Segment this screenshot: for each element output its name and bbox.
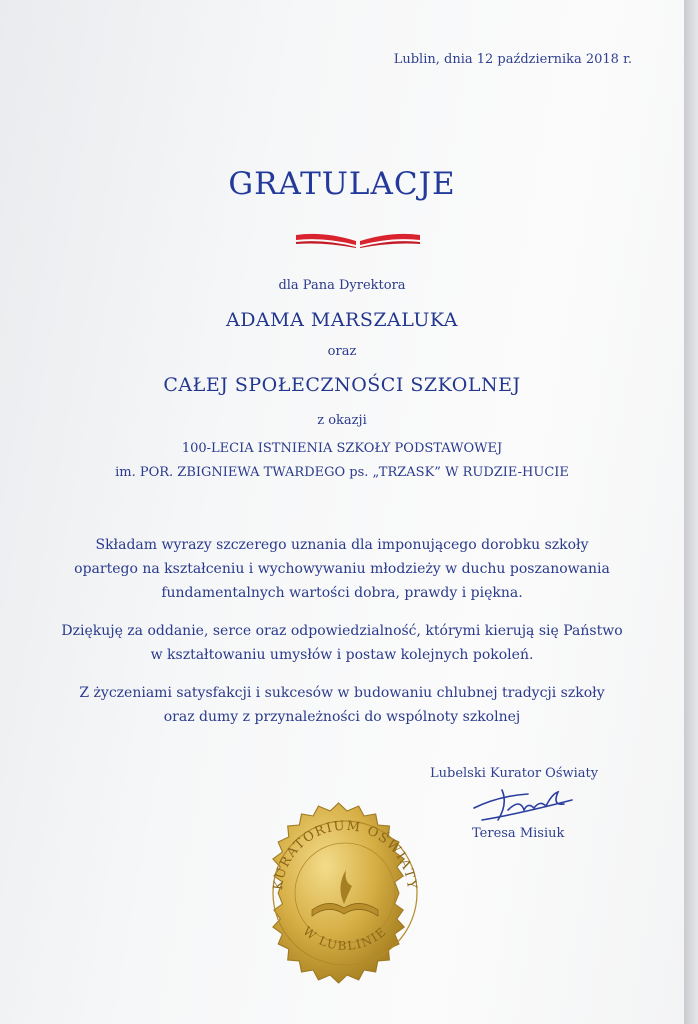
- addressee-intro: dla Pana Dyrektora: [278, 278, 406, 293]
- community-name: CAŁEJ SPOŁECZNOŚCI SZKOLNEJ: [163, 374, 521, 396]
- paragraph-1-line: Składam wyrazy szczerego uznania dla imponującego dorobku szkoły: [95, 537, 589, 553]
- paragraph-3-line: oraz dumy z przynależności do wspólnoty szkolnej: [163, 709, 521, 725]
- paragraph-3: [0, 681, 684, 729]
- paragraph-2-line: Dziękuję za oddanie, serce oraz odpowiedzialność, którymi kierują się Państwo: [61, 623, 623, 639]
- certificate-title: GRATULACJE: [228, 166, 456, 202]
- signatory-name: Teresa Misiuk: [472, 826, 565, 841]
- date-line: Lublin, dnia 12 października 2018 r.: [393, 52, 632, 67]
- seal-bottom-text: W LUBLINIE: [300, 923, 390, 954]
- paragraph-1: [0, 533, 684, 605]
- paragraph-2: [0, 619, 684, 667]
- paragraph-3-line: Z życzeniami satysfakcji i sukcesów w budowaniu chlubnej tradycji szkoły: [79, 685, 605, 701]
- paragraph-1-line: fundamentalnych wartości dobra, prawdy i piękna.: [161, 585, 523, 601]
- paragraph-1-line: opartego na kształceniu i wychowywaniu młodzieży w duchu poszanowania: [74, 561, 610, 577]
- addressee-name: ADAMA MARSZALUKA: [225, 309, 459, 331]
- seal-top-text: KURATORIUM OŚWIATY: [270, 818, 420, 891]
- occasion-line-1: 100-LECIA ISTNIENIA SZKOŁY PODSTAWOWEJ: [181, 441, 503, 456]
- book-flag-emblem-icon: [294, 231, 422, 249]
- signatory-title: Lubelski Kurator Oświaty: [430, 766, 599, 781]
- occasion-intro: z okazji: [317, 413, 367, 428]
- frame-edge: [684, 0, 698, 1024]
- gold-seal-icon: [252, 800, 438, 986]
- conjunction: oraz: [327, 344, 357, 359]
- occasion-line-2: im. POR. ZBIGNIEWA TWARDEGO ps. „TRZASK” W RUDZIE-HUCIE: [115, 465, 569, 480]
- handwritten-signature-icon: [468, 780, 578, 828]
- paragraph-2-line: w kształtowaniu umysłów i postaw kolejnych pokoleń.: [150, 647, 534, 663]
